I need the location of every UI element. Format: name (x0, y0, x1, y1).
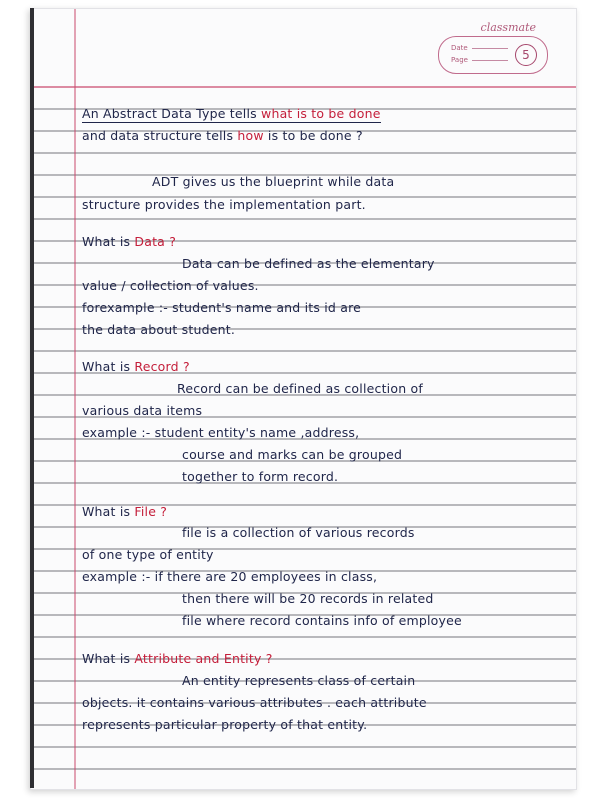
file-line-3: example :- if there are 20 employees in class, (82, 569, 378, 584)
file-line-5: file where record contains info of employee (182, 613, 462, 628)
date-page-box (438, 36, 548, 74)
record-line-4: course and marks can be grouped (182, 447, 403, 462)
intro-line-3: ADT gives us the blueprint while data (152, 174, 395, 189)
data-line-1: Data can be defined as the elementary (182, 256, 435, 271)
record-heading: What is Record ? (82, 359, 190, 374)
record-line-5: together to form record. (182, 469, 339, 484)
page-binding-edge (30, 8, 34, 788)
record-line-2: various data items (82, 403, 203, 418)
attribute-line-2: objects. it contains various attributes . each attribute (82, 695, 427, 710)
file-heading: What is File ? (82, 504, 168, 519)
file-line-2: of one type of entity (82, 547, 214, 562)
attribute-line-3: represents particular property of that entity. (82, 717, 368, 732)
intro-line-2: and data structure tells how is to be done ? (82, 128, 363, 143)
record-line-1: Record can be defined as collection of (177, 381, 423, 396)
date-label: Date (451, 44, 508, 52)
attribute-heading: What is Attribute and Entity ? (82, 651, 273, 666)
data-line-3: forexample :- student's name and its id are (82, 300, 362, 315)
record-line-3: example :- student entity's name ,address, (82, 425, 360, 440)
page-number-mark: 5 (515, 44, 537, 66)
data-line-4: the data about student. (82, 322, 236, 337)
page-label: Page (451, 56, 508, 64)
attribute-line-1: An entity represents class of certain (182, 673, 416, 688)
file-line-1: file is a collection of various records (182, 525, 415, 540)
intro-line-4: structure provides the implementation part. (82, 197, 366, 212)
intro-line-1: An Abstract Data Type tells what is to be done (82, 106, 381, 121)
data-line-2: value / collection of values. (82, 278, 259, 293)
file-line-4: then there will be 20 records in related (182, 591, 434, 606)
data-heading: What is Data ? (82, 234, 177, 249)
brand-logo: classmate (480, 21, 536, 34)
